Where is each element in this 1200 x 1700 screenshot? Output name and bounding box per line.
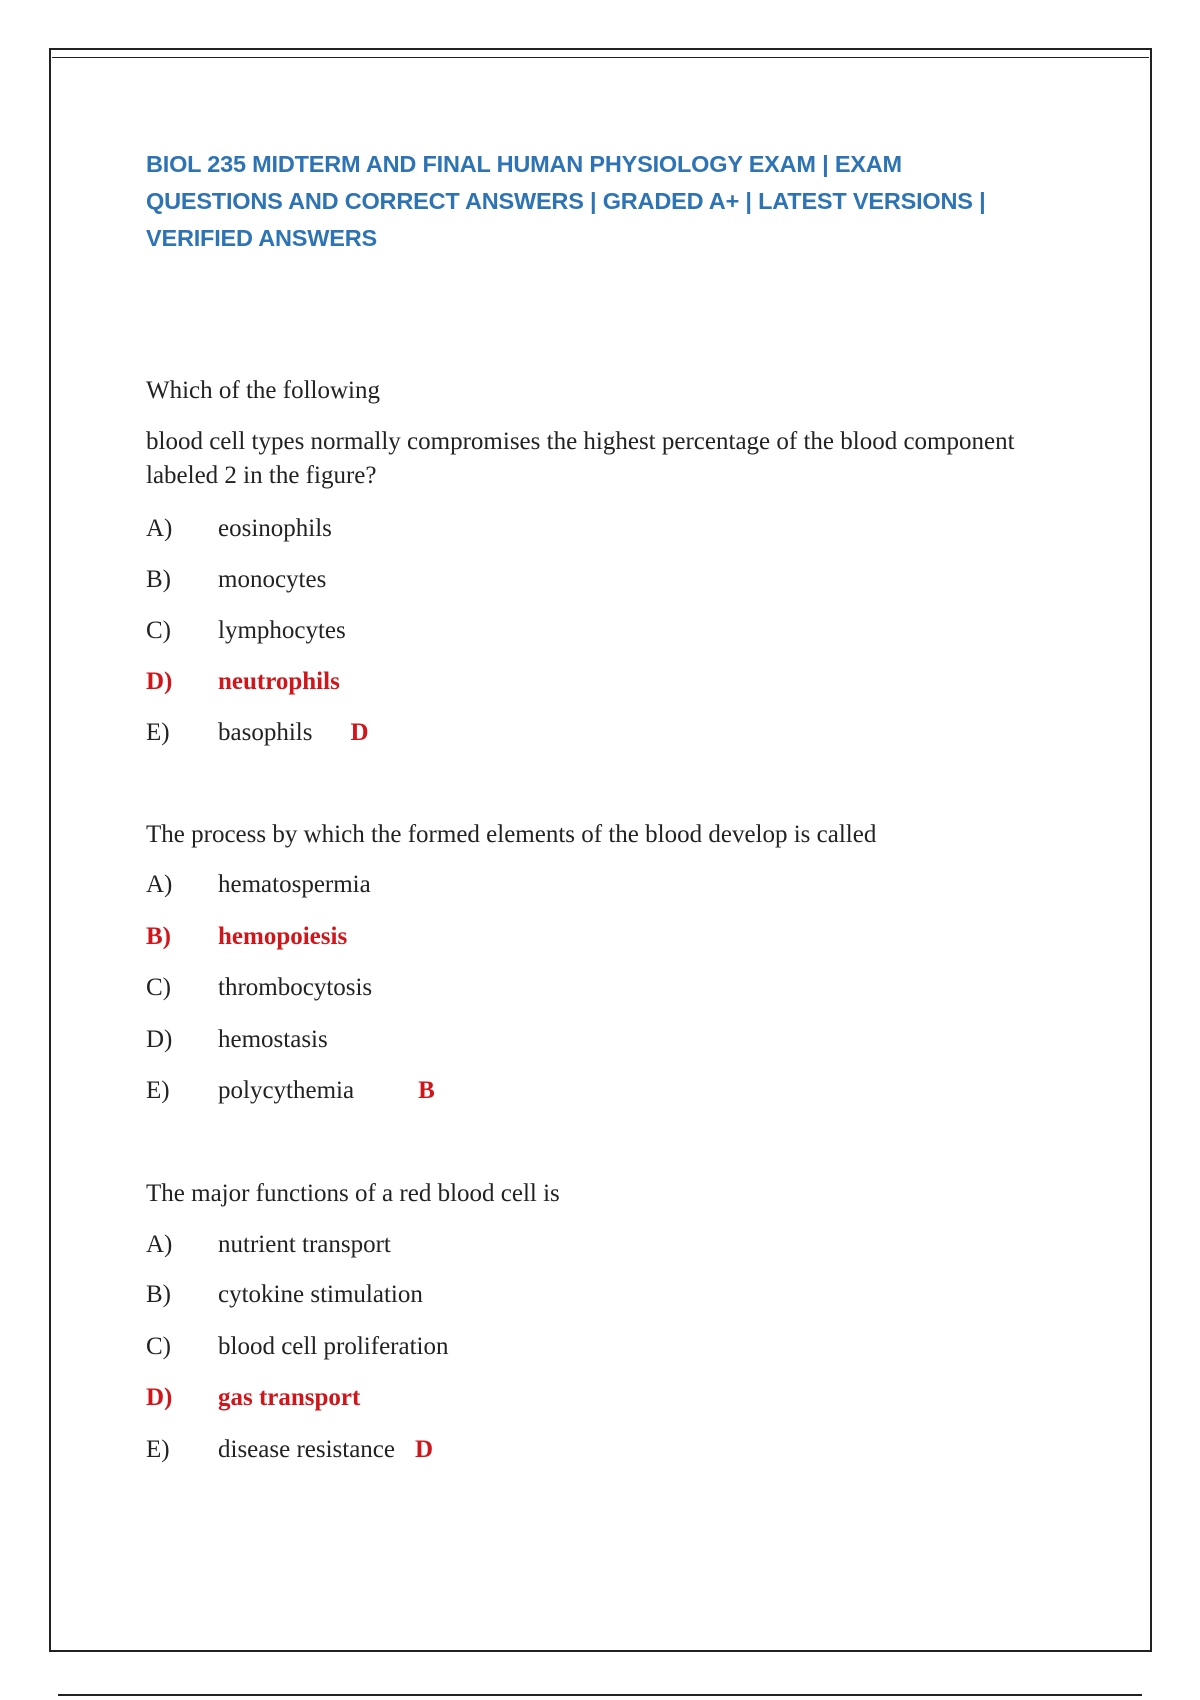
option-letter: E)	[146, 719, 170, 746]
option-text: monocytes	[218, 566, 327, 593]
question-3-stem	[146, 1177, 1046, 1211]
question-3-answer-key: D	[415, 1436, 434, 1463]
question-3-option-c	[146, 1330, 448, 1364]
option-letter: C)	[146, 617, 171, 644]
question-1-option-b	[146, 563, 326, 597]
question-2	[146, 818, 1046, 1104]
question-3	[146, 1177, 1046, 1463]
question-3-option-e	[146, 1433, 433, 1467]
question-3-option-a	[146, 1228, 391, 1262]
question-3-option-b	[146, 1278, 423, 1312]
option-text: gas transport	[218, 1384, 361, 1411]
option-letter: A)	[146, 871, 173, 898]
option-text: cytokine stimulation	[218, 1281, 423, 1308]
option-letter: D)	[146, 1384, 173, 1411]
option-letter: D)	[146, 668, 173, 695]
question-2-option-c	[146, 971, 372, 1005]
question-2-answer-key: B	[418, 1077, 435, 1104]
option-text: neutrophils	[218, 668, 340, 695]
option-text: thrombocytosis	[218, 974, 373, 1001]
document-title: BIOL 235 MIDTERM AND FINAL HUMAN PHYSIOLOGY EXAM | EXAM QUESTIONS AND CORRECT ANSWERS | GRADED A+ | LATEST VERSIONS | VERIFIED ANSWERS	[146, 151, 986, 251]
option-letter: B)	[146, 923, 171, 950]
question-3-stem-line-1: The major functions of a red blood cell is	[146, 1180, 560, 1207]
option-letter: B)	[146, 1281, 171, 1308]
option-text: disease resistance	[218, 1436, 396, 1463]
question-2-option-a	[146, 868, 371, 902]
option-text: polycythemia	[218, 1077, 355, 1104]
question-2-stem-line-1: The process by which the formed elements of the blood develop is called	[146, 821, 877, 848]
question-1-option-d	[146, 665, 340, 699]
bottom-rule	[58, 1694, 1142, 1696]
option-letter: C)	[146, 974, 171, 1001]
question-1-answer-key: D	[350, 719, 369, 746]
option-text: lymphocytes	[218, 617, 346, 644]
option-letter: C)	[146, 1333, 171, 1360]
question-3-option-d	[146, 1381, 360, 1415]
option-text: hemopoiesis	[218, 923, 348, 950]
question-1	[146, 374, 1046, 746]
question-1-stem	[146, 374, 1046, 493]
question-2-option-b	[146, 920, 347, 954]
question-1-stem-line-1: Which of the following	[146, 377, 380, 404]
option-letter: D)	[146, 1026, 173, 1053]
option-letter: A)	[146, 1231, 173, 1258]
question-2-option-d	[146, 1023, 328, 1057]
question-1-option-c	[146, 614, 346, 648]
option-letter: E)	[146, 1436, 170, 1463]
option-text: basophils	[218, 719, 313, 746]
page-border-inner-rule	[52, 57, 1149, 58]
option-text: nutrient transport	[218, 1231, 391, 1258]
question-2-option-e	[146, 1074, 435, 1108]
option-text: blood cell proliferation	[218, 1333, 449, 1360]
question-1-option-e	[146, 716, 369, 750]
question-1-stem-line-2: blood cell types normally compromises the highest percentage of the blood component labeled 2 in the figure?	[146, 428, 1015, 489]
option-text: eosinophils	[218, 515, 332, 542]
question-2-stem	[146, 818, 1046, 852]
option-letter: B)	[146, 566, 171, 593]
option-letter: E)	[146, 1077, 170, 1104]
option-text: hemostasis	[218, 1026, 328, 1053]
option-text: hematospermia	[218, 871, 371, 898]
option-letter: A)	[146, 515, 173, 542]
question-1-option-a	[146, 512, 332, 546]
